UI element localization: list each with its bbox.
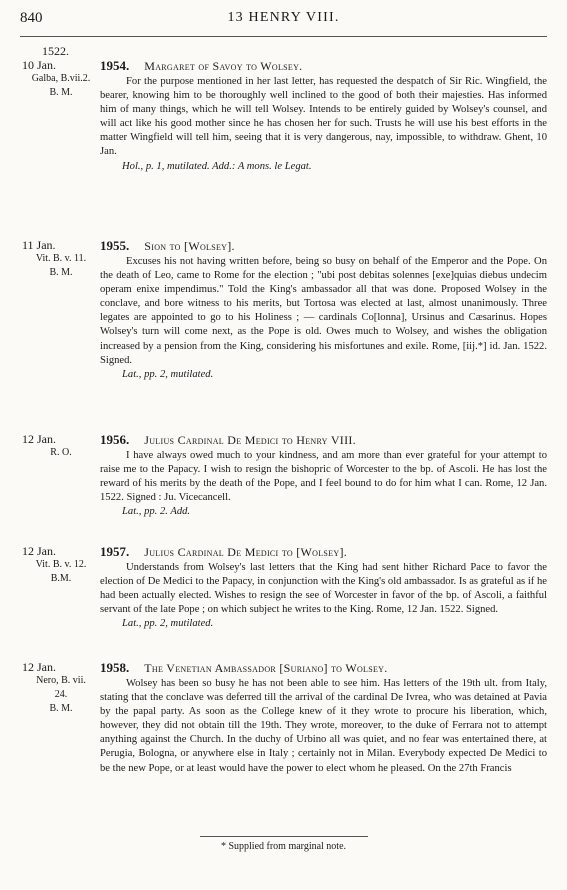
entry-heading bbox=[100, 58, 547, 74]
entry-repository: B. M. bbox=[49, 703, 73, 714]
entry-margin bbox=[22, 432, 100, 460]
entry-body bbox=[100, 660, 547, 776]
entry-date: 12 Jan. bbox=[22, 544, 56, 558]
running-title: 13 HENRY VIII. bbox=[227, 10, 340, 25]
entry-margin bbox=[22, 238, 100, 280]
entry-date: 11 Jan. bbox=[22, 238, 56, 252]
entry-body bbox=[100, 238, 547, 382]
footnote-rule bbox=[200, 836, 368, 837]
entry-body bbox=[100, 58, 547, 174]
running-head bbox=[20, 10, 547, 30]
entry-title: The Venetian Ambassador [Suriano] to Wolsey. bbox=[144, 661, 388, 675]
entry-number: 1955. bbox=[100, 238, 130, 253]
entry-text: Understands from Wolsey's last letters that the King had sent hither Richard Pace to favor the election of De Medici to the Papacy, in conjunction with the King's old ambassador. Is as grateful as if he had been actually elected. Wishes to resign the see of Worcester in favor of the bp. of Ascoli, a faithful servant of the late Pope ; on which subject he writes to the King. Rome, 12 Jan. 1522. Signed. bbox=[100, 562, 547, 616]
entry-reference: Galba, B.vii.2. bbox=[31, 73, 91, 84]
entry-margin bbox=[22, 44, 100, 100]
entry-text: I have always owed much to your kindness, and am more than ever grateful for your attempt to raise me to the Papacy. I wish to resign the bishopric of Worcester to the bp. of Ascoli. He has lost the reward of his merits by the death of the Pope, and I feel bound to do for him what I can. Rome, 12 Jan. 1522. Signed : Ju. Vicecancell. bbox=[100, 450, 547, 504]
entry-repository: B. M. bbox=[49, 87, 73, 98]
entry-text: For the purpose mentioned in her last letter, has requested the despatch of Sir Ric. Wingfield, the bearer, knowing him to be thoroughly well inclined to the good of both their majesties. Has informed him of many things, which he will tell Wolsey. Intends to be entirely guided by Wolsey's counsel, and will act like his good mother since he has chosen her for such. Trusts he will use his best efforts in the matter Wingfield will tell him, seeing that it is very dangerous, nay, impossible, to withdraw. Ghent, 10 Jan. bbox=[100, 76, 547, 158]
entry-heading bbox=[100, 238, 547, 254]
entry-reference: Nero, B. vii. bbox=[36, 675, 86, 686]
entry-text: Excuses his not having written before, being so busy on behalf of the Emperor and the Pope. On the death of Leo, came to Rome for the election ; "ubi post debitas solennes [exe]quias diebus undecim operam enixe impendimus." Told the King's ambassador all that was done. Proposed Wolsey in the conclave, and bore witness to his merits, but Tortosa was elected at last, almost unanimously. Three legates are appointed to go to his Holiness ; — cardinals Co[lonna], Ursinus and Cæsarinus. Hopes Wolsey's turn will come next, as the Pope is old. Owes much to Wolsey, and wishes the obligation increased by a pension from the King, considering his misfortunes and exile. Rome, [iij.*] id. Jan. 1522. Signed. bbox=[100, 256, 547, 366]
entry-description: Lat., pp. 2, mutilated. bbox=[122, 368, 214, 380]
year-label: 1522. bbox=[42, 44, 69, 58]
entry-body bbox=[100, 544, 547, 631]
entry-heading bbox=[100, 432, 547, 448]
page-number: 840 bbox=[20, 10, 43, 26]
entry-reference: Vit. B. v. 11. bbox=[35, 253, 87, 264]
footnote: * Supplied from marginal note. bbox=[220, 841, 347, 852]
header-rule bbox=[20, 36, 547, 37]
entry-title: Margaret of Savoy to Wolsey. bbox=[144, 59, 303, 73]
entry-repository: B. M. bbox=[49, 267, 73, 278]
entry-heading bbox=[100, 544, 547, 560]
entry-description: Hol., p. 1, mutilated. Add.: A mons. le Legat. bbox=[122, 160, 312, 172]
entry-reference: Vit. B. v. 12. bbox=[35, 559, 87, 570]
entry-number: 1957. bbox=[100, 544, 130, 559]
entry-reference: R. O. bbox=[50, 447, 72, 458]
entry-date: 12 Jan. bbox=[22, 660, 56, 674]
entry-margin bbox=[22, 544, 100, 586]
entry-body bbox=[100, 432, 547, 519]
entry-description: Lat., pp. 2, mutilated. bbox=[122, 618, 214, 630]
entry-number: 1954. bbox=[100, 58, 130, 73]
entry-number: 1958. bbox=[100, 660, 130, 675]
entry-date: 10 Jan. bbox=[22, 58, 56, 72]
entry-description: Lat., pp. 2. Add. bbox=[122, 506, 191, 518]
entry-number: 1956. bbox=[100, 432, 130, 447]
entry-reference-cont: 24. bbox=[54, 689, 68, 700]
entry-margin bbox=[22, 660, 100, 716]
entry-text: Wolsey has been so busy he has not been able to see him. Has letters of the 19th ult. from Italy, stating that the conclave was deferred till the arrival of the cardinal De Ivrea, who was detained at Pavia by the papal party. As soon as the College knew of it they wrote to procure his liberation, which, however, they did not obtain till the 19th. They wrote, moreover, to the duke of Ferrara not to attempt anything against the Church. In the duchy of Urbino all was quiet, and no fear was entertained there, at Perugia, Bologna, or anywhere else in Italy ; certainly not in Milan. Everybody expected De Medici to be the new Pope, or at least would have the power to elect whom he pleased. On the 27th Francis bbox=[100, 678, 547, 774]
entry-date: 12 Jan. bbox=[22, 432, 56, 446]
entry-title: Julius Cardinal De Medici to [Wolsey]. bbox=[144, 545, 348, 559]
entry-repository: B.M. bbox=[50, 573, 72, 584]
entry-heading bbox=[100, 660, 547, 676]
entry-title: Sion to [Wolsey]. bbox=[144, 239, 235, 253]
entry-title: Julius Cardinal De Medici to Henry VIII. bbox=[144, 433, 356, 447]
